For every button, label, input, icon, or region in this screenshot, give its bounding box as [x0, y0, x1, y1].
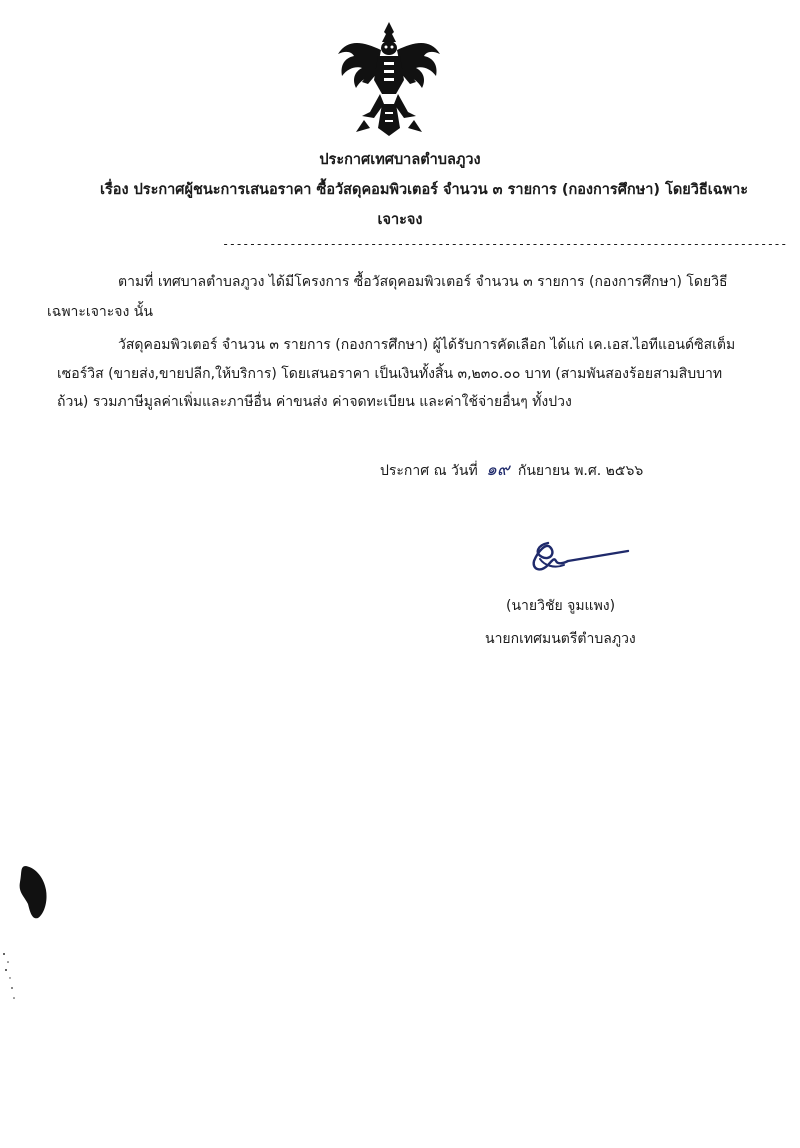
date-month-year: กันยายน พ.ศ. ๒๕๖๖: [517, 463, 644, 479]
body-line-4: เซอร์วิส (ขายส่ง,ขายปลีก,ให้บริการ) โดยเสนอราคา เป็นเงินทั้งสิ้น ๓,๒๓๐.๐๐ บาท (สามพันสองร้อยสามสิบบาท: [57, 366, 723, 382]
signer-position: นายกเทศมนตรีตำบลภูวง: [485, 631, 636, 647]
body-line-3: วัสดุคอมพิวเตอร์ จำนวน ๓ รายการ (กองการศึกษา) ผู้ได้รับการคัดเลือก ได้แก่ เค.เอส.ไอทีแอนด์ซิสเต็ม: [118, 337, 736, 353]
subject-line-2: เจาะจง: [377, 212, 423, 228]
page-title: ประกาศเทศบาลตำบลภูวง: [319, 152, 481, 168]
date-prefix: ประกาศ ณ วันที่: [380, 463, 478, 479]
scan-specks-mark: [0, 948, 20, 1004]
signer-name: (นายวิชัย จูมแพง): [506, 598, 616, 614]
announcement-date: [380, 459, 643, 482]
body-line-1: ตามที่ เทศบาลตำบลภูวง ได้มีโครงการ ซื้อวัสดุคอมพิวเตอร์ จำนวน ๓ รายการ (กองการศึกษา) โดยวิธี: [118, 274, 728, 290]
body-line-5: ถ้วน) รวมภาษีมูลค่าเพิ่มและภาษีอื่น ค่าขนส่ง ค่าจดทะเบียน และค่าใช้จ่ายอื่นๆ ทั้งปวง: [57, 394, 572, 410]
ink-blot-mark: [10, 862, 50, 922]
signature-icon: [520, 535, 635, 585]
body-line-2: เฉพาะเจาะจง นั้น: [47, 304, 153, 320]
divider-line: ------------------------------------------------------------------------------------: [222, 237, 787, 251]
date-day-handwritten: ๑๙: [486, 460, 510, 480]
garuda-emblem-icon: [334, 20, 444, 138]
subject-line-1: เรื่อง ประกาศผู้ชนะการเสนอราคา ซื้อวัสดุคอมพิวเตอร์ จำนวน ๓ รายการ (กองการศึกษา) โดยวิธีเฉพาะ: [100, 182, 749, 198]
